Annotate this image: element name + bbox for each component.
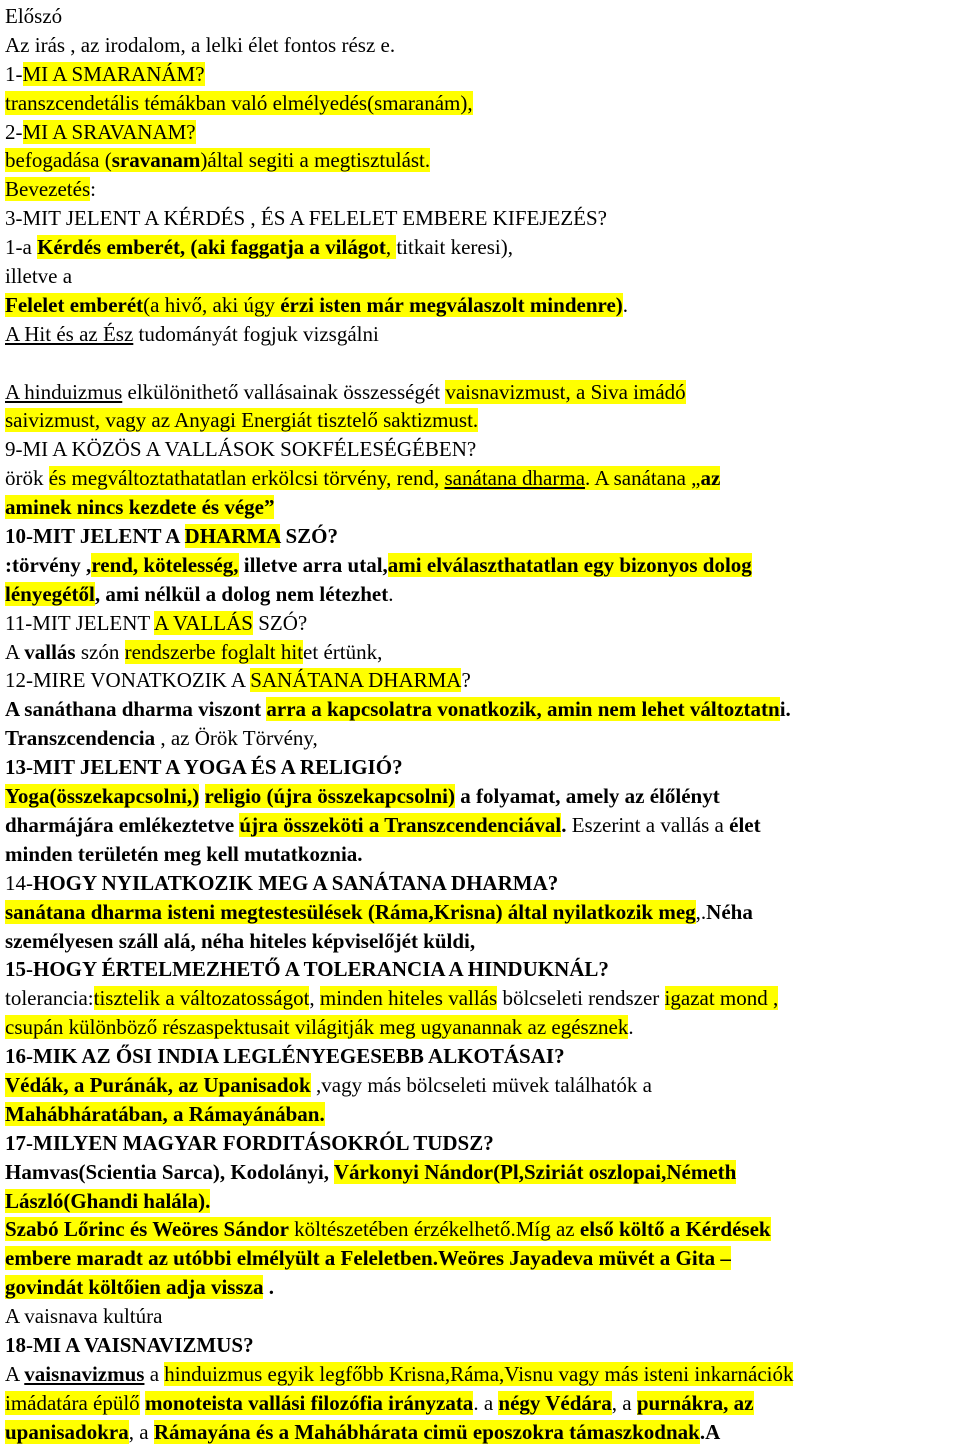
segment: i bbox=[779, 697, 786, 722]
segment: 1- bbox=[5, 61, 23, 86]
segment: Hamvas(Scientia Sarca), Kodolányi, bbox=[5, 1159, 334, 1184]
segment: Az irás , az irodalom, a lelki élet fontos rész e. bbox=[5, 32, 396, 57]
segment: Bevezetés bbox=[5, 177, 91, 202]
segment: illetve a bbox=[5, 264, 73, 289]
segment: aminek nincs kezdete és vége” bbox=[5, 495, 275, 520]
line-23 bbox=[5, 638, 957, 667]
line-45 bbox=[5, 1273, 957, 1302]
segment: vaisnavizmus bbox=[24, 1361, 145, 1386]
segment: 18-MI A VAISNAVIZMUS? bbox=[5, 1332, 254, 1357]
segment: érzi isten már bbox=[280, 292, 404, 317]
segment: , a bbox=[611, 1390, 637, 1415]
line-13 bbox=[5, 349, 957, 378]
segment: rendszerbe foglalt hit bbox=[124, 639, 304, 664]
segment: elkülönithető vallásainak összességét bbox=[122, 379, 446, 404]
segment: rend, kötelesség, bbox=[91, 552, 239, 577]
segment: . bbox=[785, 697, 791, 722]
segment: élet bbox=[729, 812, 761, 837]
segment: upanisadokra bbox=[5, 1419, 129, 1444]
segment: Yoga(összekapcsolni,) bbox=[5, 784, 200, 809]
segment: SANÁTANA DHARMA bbox=[250, 668, 462, 693]
segment: A VALLÁS bbox=[153, 610, 253, 635]
segment: megválaszolt mindenre) bbox=[409, 292, 623, 317]
segment: Kérdés bbox=[37, 235, 102, 260]
segment: . bbox=[561, 812, 572, 837]
segment: imádatára épülő bbox=[5, 1390, 140, 1415]
line-40 bbox=[5, 1129, 957, 1158]
segment: arra a kapcsolatra vonatkozik, amin nem lehet változtatn bbox=[266, 697, 780, 722]
segment: Siva imádó bbox=[590, 379, 686, 404]
segment: Előszó bbox=[5, 4, 63, 28]
segment: . bbox=[263, 1275, 274, 1300]
segment: A Hit és az Ész bbox=[5, 321, 134, 346]
segment: Várkonyi Nándor(Pl,Sziriát oszlopai,Németh bbox=[333, 1159, 737, 1184]
segment: saivizmust bbox=[5, 408, 95, 433]
segment: 14- bbox=[5, 870, 33, 895]
segment: sanátana dharma isteni megtestesülések (Ráma,Krisna) által nyilatkozik meg bbox=[5, 899, 696, 924]
line-43 bbox=[5, 1215, 957, 1244]
line-44 bbox=[5, 1244, 957, 1273]
segment: tudományát fogjuk vizsgálni bbox=[133, 321, 379, 346]
line-1 bbox=[5, 2, 957, 31]
line-50 bbox=[5, 1418, 957, 1447]
segment: örök bbox=[5, 466, 49, 491]
segment: 9-MI A KÖZÖS A VALLÁSOK SOKFÉLESÉGÉBEN? bbox=[5, 437, 477, 462]
segment: , a bbox=[128, 1419, 154, 1444]
segment: . a bbox=[473, 1390, 499, 1415]
line-10 bbox=[5, 262, 957, 291]
segment: govindát költőien adja vissza bbox=[5, 1275, 264, 1300]
segment: )által segiti a megtisztulást. bbox=[200, 148, 431, 173]
segment: . bbox=[388, 581, 394, 606]
segment: költészetében érzékelhető.Míg az bbox=[288, 1217, 580, 1242]
line-41 bbox=[5, 1158, 957, 1187]
line-31 bbox=[5, 869, 957, 898]
segment: minden hiteles vallás bbox=[319, 986, 498, 1011]
segment: A bbox=[5, 639, 25, 664]
segment: DHARMA bbox=[184, 524, 281, 549]
segment: Védák, a Puránák, az Upanisadok bbox=[5, 1072, 311, 1097]
line-35 bbox=[5, 984, 957, 1013]
line-29 bbox=[5, 811, 957, 840]
segment: vallás bbox=[24, 639, 76, 664]
segment: 10-MIT JELENT A bbox=[5, 524, 185, 549]
segment: 17-MILYEN MAGYAR FORDITÁSOKRÓL TUDSZ? bbox=[5, 1130, 494, 1155]
line-22 bbox=[5, 609, 957, 638]
segment: a bbox=[144, 1361, 165, 1386]
segment: . A sanátana „ bbox=[585, 466, 701, 491]
line-27 bbox=[5, 753, 957, 782]
line-3 bbox=[5, 60, 957, 89]
line-20 bbox=[5, 551, 957, 580]
segment: , vagy az Anyagi Energiát tisztelő saktizmust. bbox=[94, 408, 479, 433]
segment: ? bbox=[461, 668, 471, 693]
segment: újra összeköti a Transzcendenciával bbox=[239, 812, 562, 837]
segment: vaisnavizmust, a bbox=[445, 379, 591, 404]
segment: tisztelik a változatosságot bbox=[93, 986, 310, 1011]
segment: A bbox=[5, 697, 25, 722]
line-30 bbox=[5, 840, 957, 869]
line-38 bbox=[5, 1071, 957, 1100]
segment: négy Védára bbox=[498, 1390, 612, 1415]
line-34 bbox=[5, 955, 957, 984]
segment: et értünk, bbox=[303, 639, 383, 664]
line-4 bbox=[5, 89, 957, 118]
line-25 bbox=[5, 695, 957, 724]
segment: A bbox=[5, 1361, 25, 1386]
line-48 bbox=[5, 1360, 957, 1389]
line-6 bbox=[5, 146, 957, 175]
segment: illetve arra utal, bbox=[238, 552, 388, 577]
segment: személyesen száll alá, néha hiteles képviselőjét küldi, bbox=[5, 928, 476, 953]
segment: ,. bbox=[695, 899, 707, 924]
segment: sravanam bbox=[111, 148, 201, 173]
line-32 bbox=[5, 898, 957, 927]
line-33 bbox=[5, 927, 957, 956]
segment: bölcseleti rendszer bbox=[497, 986, 665, 1011]
segment: purnákra, az bbox=[636, 1390, 754, 1415]
segment: lényegétől bbox=[5, 581, 95, 606]
segment: . bbox=[622, 292, 629, 317]
segment: 13-MIT JELENT A YOGA ÉS A RELIGIÓ? bbox=[5, 755, 403, 780]
line-12 bbox=[5, 320, 957, 349]
segment: :törvény , bbox=[5, 552, 92, 577]
segment: 1-a bbox=[5, 235, 38, 260]
line-11 bbox=[5, 291, 957, 320]
segment: , az Örök Törvény, bbox=[155, 726, 318, 751]
segment: SZÓ? bbox=[252, 610, 308, 635]
line-5 bbox=[5, 118, 957, 147]
line-46 bbox=[5, 1302, 957, 1331]
segment: Transzcendencia bbox=[5, 726, 156, 751]
segment: .A bbox=[699, 1419, 721, 1444]
segment: 2- bbox=[5, 119, 23, 144]
segment: 12-MIRE VONATKOZIK A bbox=[5, 668, 251, 693]
document-page bbox=[5, 2, 957, 1447]
segment: SZÓ? bbox=[280, 524, 338, 549]
segment: erkölcsi törvény, rend, bbox=[246, 466, 445, 491]
segment: dharmájára emlékeztetve bbox=[5, 812, 235, 837]
segment: : bbox=[90, 177, 96, 202]
segment: tolerancia: bbox=[5, 986, 94, 1011]
segment: sanáthana dharma bbox=[24, 697, 193, 722]
segment: , bbox=[385, 235, 397, 260]
line-21 bbox=[5, 580, 957, 609]
segment: aki faggatja a világot bbox=[197, 235, 386, 260]
line-49 bbox=[5, 1389, 957, 1418]
line-8 bbox=[5, 204, 957, 233]
segment: emberét, ( bbox=[101, 235, 198, 260]
line-19 bbox=[5, 522, 957, 551]
segment: , ami nélkül a dolog nem létezhet bbox=[94, 581, 389, 606]
line-15 bbox=[5, 406, 957, 435]
line-17 bbox=[5, 464, 957, 493]
segment: (a hivő, aki úgy bbox=[143, 292, 281, 317]
segment: csupán különböző részaspektusait világitják meg ugyanannak az egésznek bbox=[5, 1015, 629, 1040]
segment: hinduizmus egyik legfőbb Krisna,Ráma,Visnu vagy más isteni inkarnációk bbox=[164, 1361, 794, 1386]
line-26 bbox=[5, 724, 957, 753]
segment: MI A SMARANÁM? bbox=[22, 61, 205, 86]
segment: László(Ghandi halála). bbox=[5, 1188, 211, 1213]
line-18 bbox=[5, 493, 957, 522]
segment: első költő a Kérdések bbox=[579, 1217, 771, 1242]
segment: Mahábháratában, a Rámayánában. bbox=[5, 1101, 325, 1126]
segment: Néha bbox=[706, 899, 753, 924]
segment: 15-HOGY ÉRTELMEZHETŐ A TOLERANCIA A HINDUKNÁL? bbox=[5, 957, 609, 982]
segment: titkait keresi), bbox=[396, 235, 513, 260]
segment: religio (újra összekapcsolni) bbox=[204, 784, 455, 809]
segment: Eszerint a vallás a bbox=[571, 812, 730, 837]
line-47 bbox=[5, 1331, 957, 1360]
line-24 bbox=[5, 666, 957, 695]
segment: sanátana dharma bbox=[444, 466, 586, 491]
line-14 bbox=[5, 378, 957, 407]
segment: , bbox=[309, 986, 320, 1011]
segment: Szabó Lőrinc és Weöres Sándor bbox=[5, 1217, 289, 1242]
line-39 bbox=[5, 1100, 957, 1129]
line-7 bbox=[5, 175, 957, 204]
segment: embere maradt az utóbbi elmélyült a Feleletben.Weöres Jayadeva müvét a Gita – bbox=[5, 1246, 731, 1271]
segment: MI A SRAVANAM? bbox=[22, 119, 196, 144]
segment: transzcendetális témákban való elmélyedés(smaranám), bbox=[5, 90, 473, 115]
line-36 bbox=[5, 1013, 957, 1042]
segment: Rámayána és a Mahábhárata cimü eposzokra támaszkodnak bbox=[153, 1419, 700, 1444]
segment: a folyamat, amely az élőlényt bbox=[460, 784, 720, 809]
segment: Felelet emberét bbox=[5, 292, 144, 317]
segment: viszont bbox=[192, 697, 267, 722]
line-9 bbox=[5, 233, 957, 262]
line-16 bbox=[5, 435, 957, 464]
segment: és megváltoztathatatlan bbox=[48, 466, 247, 491]
line-28 bbox=[5, 782, 957, 811]
segment: minden területén meg kell mutatkoznia. bbox=[5, 841, 363, 866]
line-37 bbox=[5, 1042, 957, 1071]
segment: A hinduizmus bbox=[5, 379, 123, 404]
segment: 3-MIT JELENT A KÉRDÉS , ÉS A FELELET EMBERE KIFEJEZÉS? bbox=[5, 206, 608, 231]
segment: szón bbox=[75, 639, 125, 664]
segment: befogadása ( bbox=[5, 148, 112, 173]
segment: igazat mond , bbox=[664, 986, 779, 1011]
line-42 bbox=[5, 1187, 957, 1216]
segment: ,vagy más bölcseleti müvek találhatók a bbox=[310, 1072, 652, 1097]
segment: 16-MIK AZ ŐSI INDIA LEGLÉNYEGESEBB ALKOTÁSAI? bbox=[5, 1044, 565, 1069]
segment: monoteista vallási filozófia irányzata bbox=[144, 1390, 474, 1415]
segment: az bbox=[700, 466, 721, 491]
segment: ami elválaszthatatlan egy bizonyos dolog bbox=[387, 552, 752, 577]
segment bbox=[199, 784, 204, 808]
segment: HOGY NYILATKOZIK MEG A SANÁTANA DHARMA? bbox=[33, 870, 559, 895]
segment: 11-MIT JELENT bbox=[5, 610, 154, 635]
segment: A vaisnava kultúra bbox=[5, 1304, 163, 1329]
line-2 bbox=[5, 31, 957, 60]
segment: . bbox=[628, 1015, 634, 1040]
